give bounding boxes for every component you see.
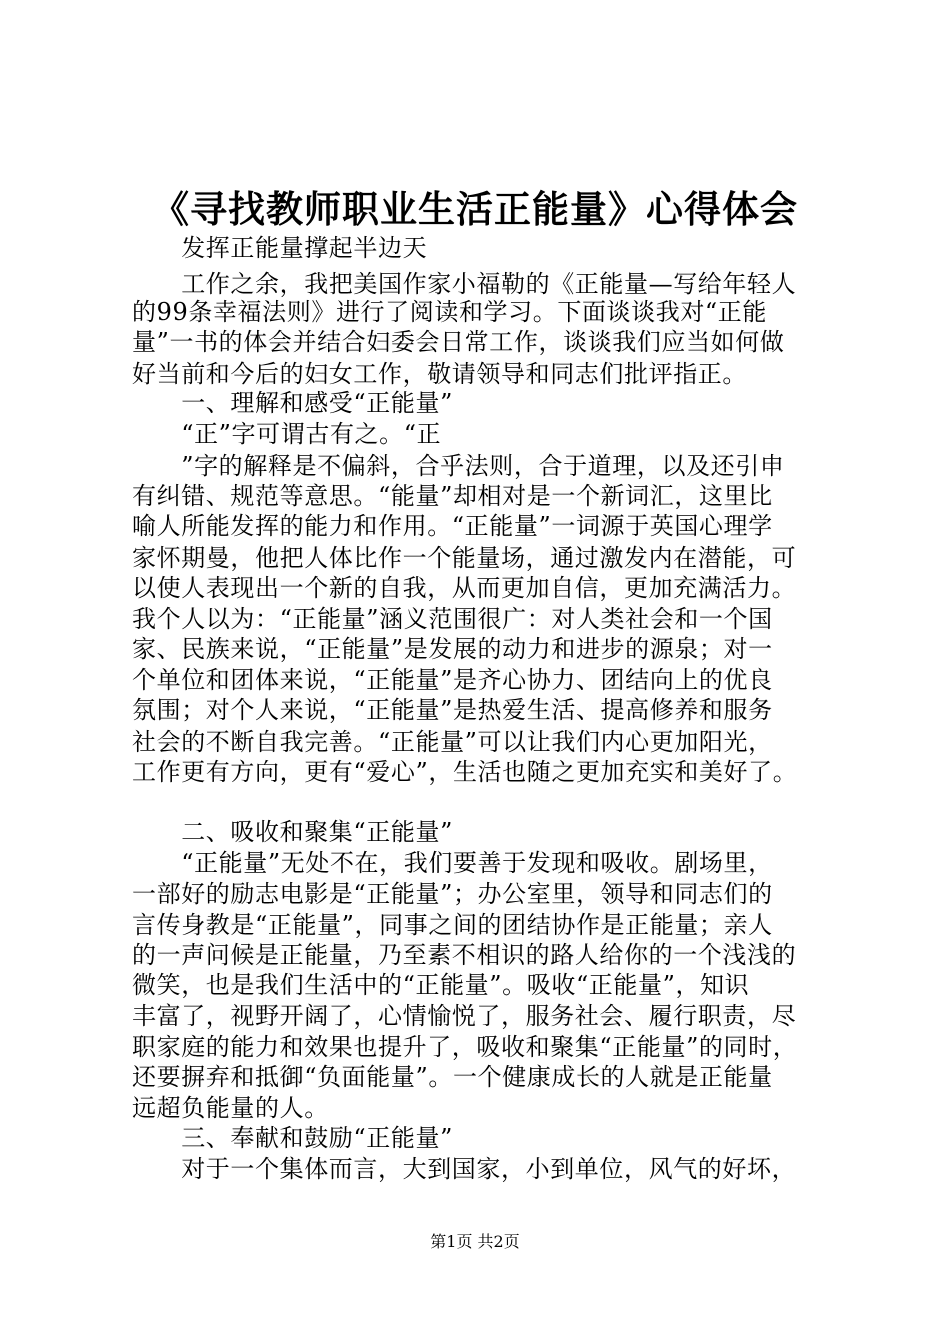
body-line: 还要摒弃和抵御“负面能量”。一个健康成长的人就是正能量 (132, 1063, 773, 1091)
body-line: 职家庭的能力和效果也提升了，吸收和聚集“正能量”的同时， (132, 1033, 798, 1061)
body-line: “正能量”无处不在，我们要善于发现和吸收。剧场里， (132, 849, 773, 877)
body-line: 言传身教是“正能量”，同事之间的团结协作是正能量；亲人 (132, 911, 773, 939)
body-line: 工作之余，我把美国作家小福勒的《正能量—写给年轻人 (132, 270, 797, 298)
body-line: 个单位和团体来说，“正能量”是齐心协力、团结向上的优良 (132, 666, 773, 694)
section-heading: 三、奉献和鼓励“正能量” (132, 1124, 453, 1152)
body-line: 氛围；对个人来说，“正能量”是热爱生活、提高修养和服务 (132, 696, 773, 724)
body-line: “正”字可谓古有之。“正 (132, 420, 442, 448)
body-line: 的99条幸福法则》进行了阅读和学习。下面谈谈我对“正能 (132, 298, 768, 326)
body-line: 发挥正能量撑起半边天 (132, 234, 428, 262)
body-line: 喻人所能发挥的能力和作用。“正能量”一词源于英国心理学 (132, 512, 773, 540)
body-line: 有纠错、规范等意思。“能量”却相对是一个新词汇，这里比 (132, 482, 773, 510)
body-line: 好当前和今后的妇女工作，敬请领导和同志们批评指正。 (132, 360, 747, 388)
page-number: 第1页 共2页 (430, 1232, 520, 1251)
section-heading: 一、理解和感受“正能量” (132, 389, 453, 417)
body-line: 家怀期曼，他把人体比作一个能量场，通过激发内在潜能，可 (132, 544, 797, 572)
body-line: 量”一书的体会并结合妇委会日常工作，谈谈我们应当如何做 (132, 328, 785, 356)
body-line: ”字的解释是不偏斜，合乎法则，合于道理，以及还引申 (132, 452, 785, 480)
body-line: 远超负能量的人。 (132, 1094, 329, 1122)
body-line: 以使人表现出一个新的自我，从而更加自信，更加充满活力。 (132, 574, 797, 602)
body-line: 社会的不断自我完善。“正能量”可以让我们内心更加阳光， (132, 728, 773, 756)
body-line: 的一声问候是正能量，乃至素不相识的路人给你的一个浅浅的 (132, 941, 797, 969)
section-heading: 二、吸收和聚集“正能量” (132, 818, 453, 846)
body-line: 微笑，也是我们生活中的“正能量”。吸收“正能量”，知识 (132, 971, 750, 999)
body-line: 一部好的励志电影是“正能量”；办公室里，领导和同志们的 (132, 880, 773, 908)
body-line: 丰富了，视野开阔了，心情愉悦了，服务社会、履行职责，尽 (132, 1002, 797, 1030)
document-title: 《寻找教师职业生活正能量》心得体会 (152, 188, 798, 231)
body-line: 对于一个集体而言，大到国家，小到单位，风气的好坏， (132, 1155, 797, 1183)
body-line: 我个人以为：“正能量”涵义范围很广：对人类社会和一个国 (132, 605, 773, 633)
body-line: 家、民族来说，“正能量”是发展的动力和进步的源泉；对一 (132, 635, 773, 663)
body-line: 工作更有方向，更有“爱心”，生活也随之更加充实和美好了。 (132, 758, 798, 786)
